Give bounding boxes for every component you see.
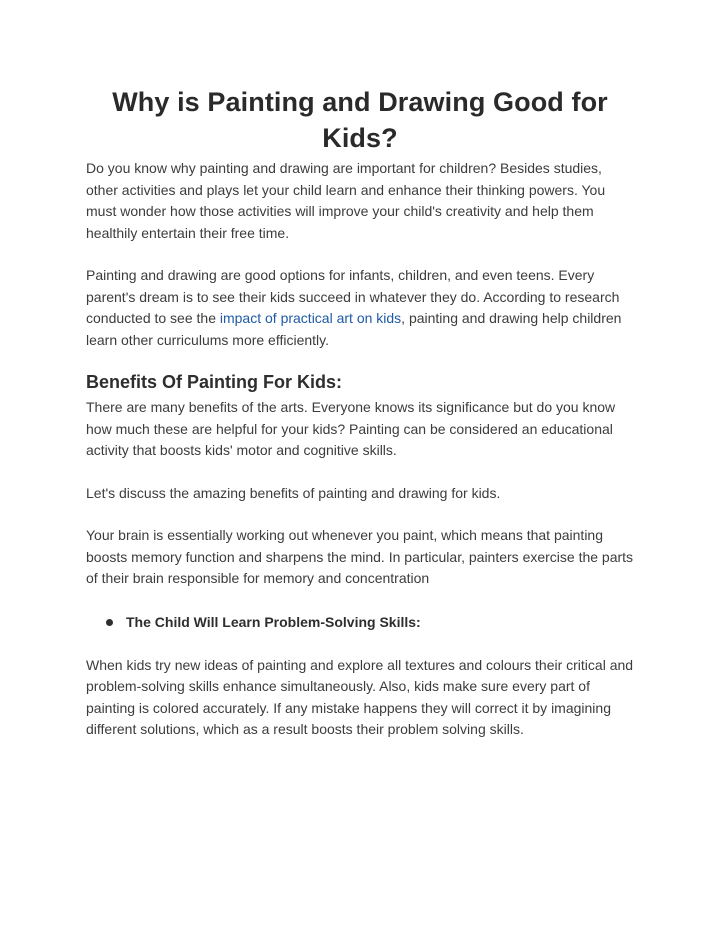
benefits-paragraph-3: Your brain is essentially working out whenever you paint, which means that painting boosts memory function and sharpens the mind. In particular, painters exercise the parts of their brain responsible for memory and concentration (86, 527, 634, 586)
bullet-dot-icon (106, 619, 113, 626)
research-paragraph (86, 265, 634, 351)
problem-solving-paragraph: When kids try new ideas of painting and explore all textures and colours their critical and problem-solving skills enhance simultaneously. Also, kids make sure every part of painting is colored accurately. If any mistake happens they will correct it by imagining different solutions, which as a result boosts their problem solving skills. (86, 656, 634, 737)
bullet-item-problem-solving (106, 612, 634, 633)
practical-art-impact-link[interactable]: impact of practical art on kids (219, 310, 402, 326)
page-title: Why is Painting and Drawing Good for Kids? (112, 87, 608, 153)
benefits-section-heading: Benefits Of Painting For Kids: (86, 372, 343, 392)
benefits-bullet-list (86, 612, 634, 633)
intro-paragraph: Do you know why painting and drawing are important for children? Besides studies, other activities and plays let your child learn and enhance their thinking powers. You must wonder how those activities will improve your child's creativity and help them healthily entertain their free time. (86, 160, 606, 241)
research-paragraph-text-after: , painting and drawing help children learn other curriculums more efficiently. (86, 310, 622, 348)
research-paragraph-text-before: Painting and drawing are good options for infants, children, and even teens. Every parent's dream is to see their kids succeed in whatever they do. According to research conducted to see the (86, 267, 620, 326)
benefits-paragraph-1: There are many benefits of the arts. Everyone knows its significance but do you know how much these are helpful for your kids? Painting can be considered an educational activity that boosts kids' motor and cognitive skills. (86, 399, 616, 458)
bullet-item-label: The Child Will Learn Problem-Solving Skills: (126, 613, 421, 630)
benefits-paragraph-2: Let's discuss the amazing benefits of painting and drawing for kids. (86, 484, 501, 501)
